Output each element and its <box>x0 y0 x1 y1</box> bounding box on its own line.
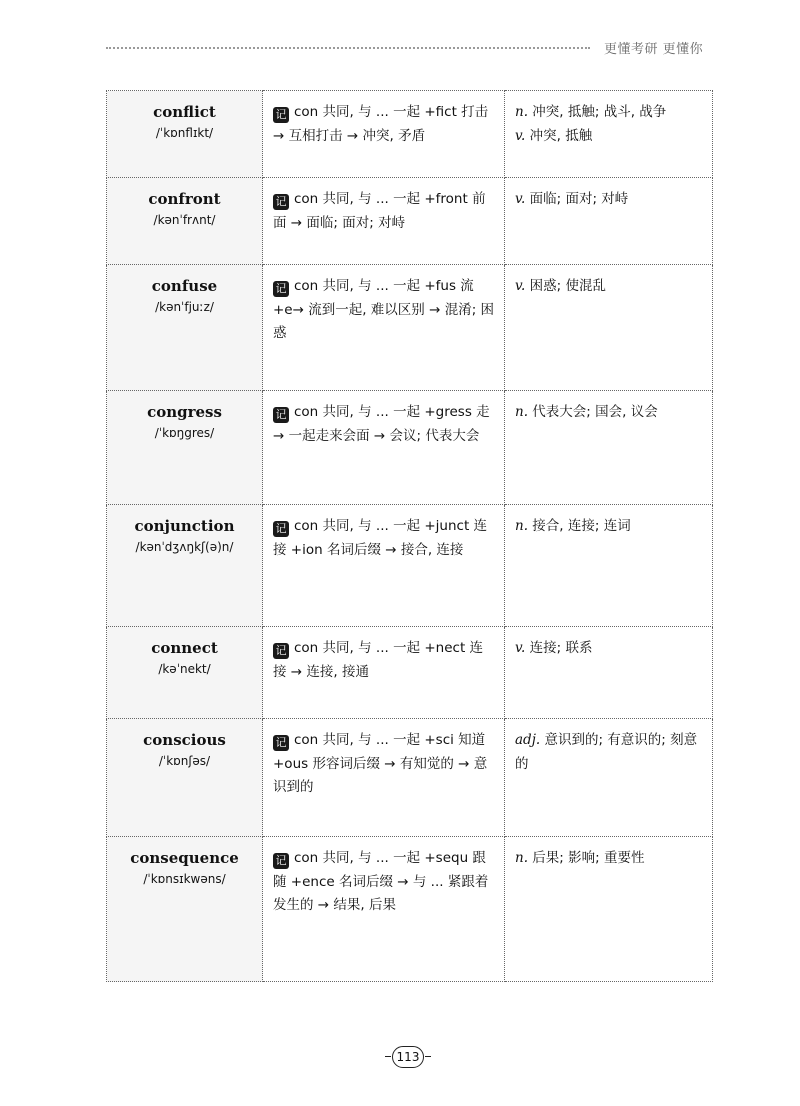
part-of-speech: v. <box>515 640 526 656</box>
definition-line <box>515 515 704 539</box>
memory-tip <box>263 837 504 918</box>
meaning: 接合, 连接; 连词 <box>532 518 631 534</box>
vocab-row <box>107 391 713 505</box>
memo-text: con 共同, 与 ... 一起 +front 前面 → 面临; 面对; 对峙 <box>273 191 486 231</box>
phonetic: /kəˈnekt/ <box>158 662 211 676</box>
part-of-speech: n. <box>515 850 528 866</box>
memo-text: con 共同, 与 ... 一起 +sci 知道 +ous 形容词后缀 → 有知觉的 → 意识到的 <box>273 732 488 795</box>
memo-mark-icon: 记 <box>273 407 289 423</box>
memory-tip <box>263 627 504 684</box>
meaning: 连接; 联系 <box>529 640 593 656</box>
part-of-speech: v. <box>515 278 526 294</box>
vocab-row <box>107 837 713 982</box>
vocab-row <box>107 265 713 391</box>
part-of-speech: n. <box>515 404 528 420</box>
meaning: 后果; 影响; 重要性 <box>532 850 645 866</box>
memory-tip <box>263 391 504 448</box>
definition-line <box>515 729 704 776</box>
definition-cell <box>505 178 713 265</box>
header-slogan: 更懂考研 更懂你 <box>604 42 704 57</box>
definition-line <box>515 275 704 299</box>
word-cell <box>107 178 263 265</box>
memory-tip <box>263 505 504 562</box>
meaning: 冲突, 抵触; 战斗, 战争 <box>532 104 667 120</box>
part-of-speech: adj. <box>515 732 541 748</box>
memory-tip <box>263 265 504 346</box>
header-dotted-rule <box>106 47 590 49</box>
word-cell <box>107 719 263 837</box>
phonetic: /kənˈdʒʌŋkʃ(ə)n/ <box>135 540 234 554</box>
definition-cell <box>505 391 713 505</box>
phonetic: /kənˈfjuːz/ <box>155 300 214 314</box>
headword: confront <box>148 190 221 208</box>
headword: conflict <box>153 103 216 121</box>
memo-text: con 共同, 与 ... 一起 +junct 连接 +ion 名词后缀 → 接合, 连接 <box>273 518 488 558</box>
memo-cell <box>263 178 505 265</box>
definition-line <box>515 847 704 871</box>
headword: confuse <box>151 277 218 295</box>
memo-text: con 共同, 与 ... 一起 +gress 走 → 一起走来会面 → 会议; 代表大会 <box>273 404 490 444</box>
meaning: 代表大会; 国会, 议会 <box>532 404 658 420</box>
memo-mark-icon: 记 <box>273 281 289 297</box>
definition-line <box>515 125 704 149</box>
memo-text: con 共同, 与 ... 一起 +sequ 跟随 +ence 名词后缀 → 与 ... 紧跟着发生的 → 结果, 后果 <box>273 850 489 913</box>
memo-text: con 共同, 与 ... 一起 +fus 流 +e→ 流到一起, 难以区别 → 混淆; 困惑 <box>273 278 495 341</box>
memo-cell <box>263 505 505 627</box>
memo-mark-icon: 记 <box>273 194 289 210</box>
memo-cell <box>263 719 505 837</box>
word-cell <box>107 265 263 391</box>
memory-tip <box>263 178 504 235</box>
vocabulary-table <box>106 90 713 982</box>
definition-cell <box>505 719 713 837</box>
meaning: 困惑; 使混乱 <box>529 278 606 294</box>
part-of-speech: v. <box>515 191 526 207</box>
part-of-speech: n. <box>515 518 528 534</box>
vocab-row <box>107 178 713 265</box>
vocab-row <box>107 505 713 627</box>
part-of-speech: n. <box>515 104 528 120</box>
memo-text: con 共同, 与 ... 一起 +fict 打击 → 互相打击 → 冲突, 矛盾 <box>273 104 489 144</box>
definition-line <box>515 401 704 425</box>
definition-line <box>515 101 704 125</box>
definition-cell <box>505 627 713 719</box>
definition-cell <box>505 91 713 178</box>
memo-cell <box>263 91 505 178</box>
headword: conscious <box>143 731 226 749</box>
meaning: 冲突, 抵触 <box>529 127 593 144</box>
part-of-speech: v. <box>515 127 526 144</box>
definition-cell <box>505 505 713 627</box>
word-cell <box>107 837 263 982</box>
vocab-row <box>107 719 713 837</box>
memo-cell <box>263 627 505 719</box>
memo-cell <box>263 265 505 391</box>
meaning: 面临; 面对; 对峙 <box>529 191 629 207</box>
definition-line <box>515 637 704 661</box>
phonetic: /ˈkɒnflɪkt/ <box>155 126 214 140</box>
word-cell <box>107 627 263 719</box>
word-cell <box>107 391 263 505</box>
memo-mark-icon: 记 <box>273 853 289 869</box>
word-cell <box>107 91 263 178</box>
definition-cell <box>505 837 713 982</box>
phonetic: /kənˈfrʌnt/ <box>153 213 216 227</box>
word-cell <box>107 505 263 627</box>
vocab-row <box>107 91 713 178</box>
headword: conjunction <box>134 517 235 535</box>
memo-mark-icon: 记 <box>273 521 289 537</box>
memory-tip <box>263 91 504 148</box>
phonetic: /ˈkɒŋgres/ <box>154 426 215 440</box>
page-number: 113 <box>392 1046 424 1068</box>
headword: congress <box>147 403 222 421</box>
memory-tip <box>263 719 504 800</box>
headword: connect <box>151 639 218 657</box>
memo-mark-icon: 记 <box>273 107 289 123</box>
memo-text: con 共同, 与 ... 一起 +nect 连接 → 连接, 接通 <box>273 640 484 680</box>
headword: consequence <box>130 849 239 867</box>
memo-mark-icon: 记 <box>273 643 289 659</box>
phonetic: /ˈkɒnʃəs/ <box>158 754 211 768</box>
definition-line <box>515 188 704 212</box>
definition-cell <box>505 265 713 391</box>
memo-cell <box>263 837 505 982</box>
memo-cell <box>263 391 505 505</box>
phonetic: /ˈkɒnsɪkwəns/ <box>143 872 226 886</box>
memo-mark-icon: 记 <box>273 735 289 751</box>
vocab-row <box>107 627 713 719</box>
meaning: 意识到的; 有意识的; 刻意的 <box>515 732 698 772</box>
